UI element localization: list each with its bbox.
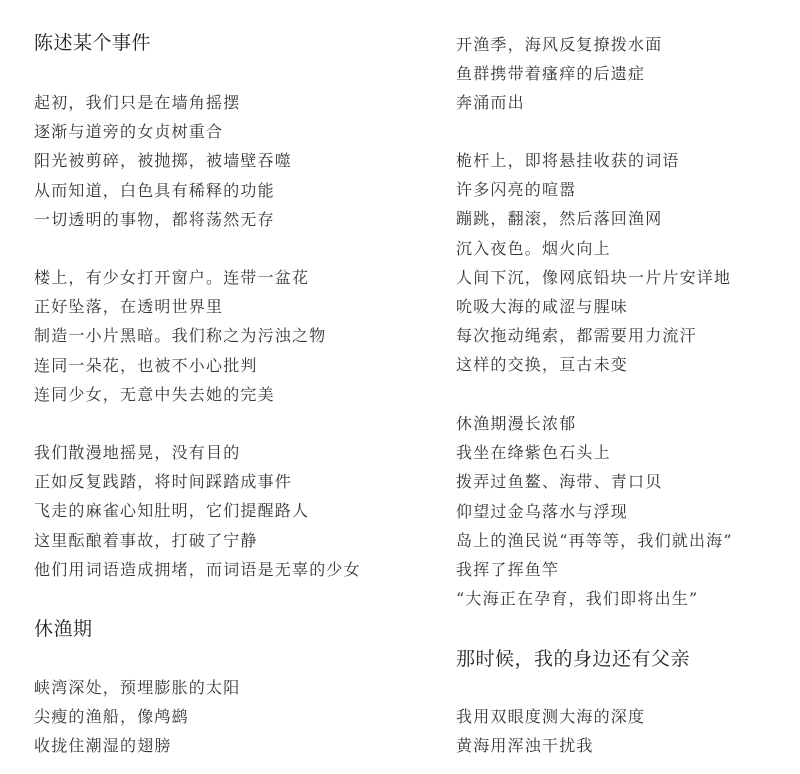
stanza (456, 30, 662, 118)
stanza (34, 263, 326, 409)
poem-line: 沉入夜色。烟火向上 (456, 238, 611, 258)
poem-line: 一切透明的事物，都将荡然无存 (34, 209, 275, 229)
poem-line: 逐渐与道旁的女贞树重合 (34, 122, 224, 142)
poem-line: 从而知道，白色具有稀释的功能 (34, 180, 275, 200)
poem-line: 许多闪亮的喧嚣 (456, 180, 577, 200)
poem-line: 休渔期漫长浓郁 (456, 414, 577, 433)
poem-line: 黄海用浑浊干扰我 (456, 736, 594, 756)
poem-line: 仰望过金乌落水与浮现 (456, 501, 629, 521)
poem-line: 制造一小片黑暗。我们称之为污浊之物 (34, 326, 327, 346)
poem-line: 连同少女，无意中失去她的完美 (34, 384, 275, 404)
poem-line: 我用双眼度测大海的深度 (456, 707, 646, 726)
poem-line: 拨弄过鱼鳌、海带、青口贝 (456, 472, 663, 492)
poem-line: 人间下沉，像网底铅块一片片安详地 (456, 267, 732, 287)
stanza (34, 88, 292, 234)
poem-line: 起初，我们只是在墙角摇摆 (34, 93, 241, 112)
poem-line: 这里酝酿着事故，打破了宁静 (34, 530, 258, 550)
stanza (456, 146, 731, 380)
poem-line: 收拢住潮湿的翅膀 (34, 736, 172, 756)
poem-line: 岛上的渔民说“再等等，我们就出海” (456, 530, 733, 550)
poem-line: 他们用词语造成拥堵，而词语是无辜的少女 (34, 559, 361, 579)
poem-line: 吮吸大海的咸涩与腥味 (456, 296, 629, 316)
stanza (456, 702, 645, 760)
stanza (456, 409, 733, 613)
poem-line: 我们散漫地摇晃，没有目的 (34, 443, 241, 462)
section-title: 陈述某个事件 (34, 33, 152, 54)
stanza (34, 438, 361, 584)
poem-line: 蹦跳，翻滚，然后落回渔网 (456, 209, 663, 229)
poem-line: 连同一朵花，也被不小心批判 (34, 355, 258, 375)
poem-line: 峡湾深处，预埋膨胀的太阳 (34, 678, 241, 697)
poem-line: 飞走的麻雀心知肚明，它们提醒路人 (34, 501, 310, 521)
poem-line: 楼上，有少女打开窗户。连带一盆花 (34, 268, 310, 287)
poem-line: 尖瘦的渔船，像鸬鹚 (34, 707, 189, 727)
poem-line: “大海正在孕育，我们即将出生” (456, 589, 699, 609)
poem-line: 奔涌而出 (456, 93, 525, 113)
poem-line: 每次拖动绳索，都需要用力流汗 (456, 326, 697, 346)
section-title: 休渔期 (34, 619, 93, 640)
section-title: 那时候，我的身边还有父亲 (456, 649, 691, 670)
poem-line: 我坐在绛紫色石头上 (456, 443, 611, 463)
poem-line: 正好坠落，在透明世界里 (34, 297, 224, 317)
poem-line: 阳光被剪碎，被抛掷，被墙壁吞噬 (34, 151, 293, 171)
poem-line: 这样的交换，亘古未变 (456, 355, 629, 375)
poem-line: 开渔季，海风反复撩拨水面 (456, 35, 663, 54)
poem-line: 桅杆上，即将悬挂收获的词语 (456, 151, 680, 170)
stanza (34, 673, 240, 761)
poem-line: 正如反复践踏，将时间踩踏成事件 (34, 472, 293, 492)
poem-line: 我挥了挥鱼竿 (456, 559, 560, 579)
poem-line: 鱼群携带着瘙痒的后遗症 (456, 64, 646, 84)
